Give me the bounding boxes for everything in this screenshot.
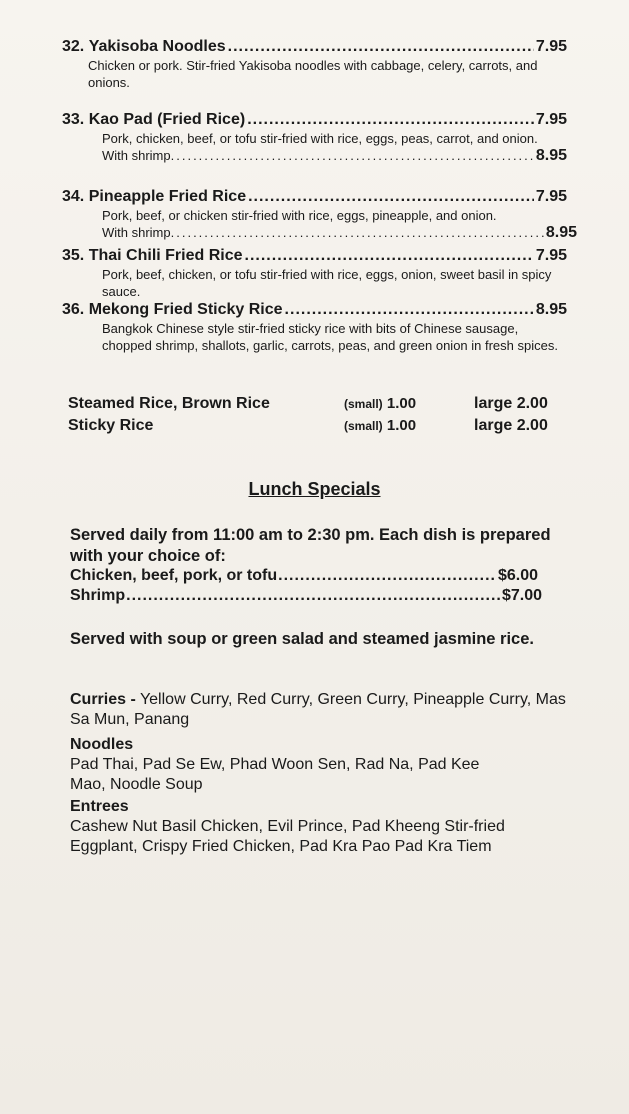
rice-large-price: 2.00 xyxy=(516,417,548,434)
leader-dots xyxy=(247,110,534,130)
item-number: 32. xyxy=(62,38,85,55)
leader-dots xyxy=(126,586,501,606)
entrees-section xyxy=(70,797,570,857)
rice-name: Sticky Rice xyxy=(68,417,154,434)
option-label: Shrimp xyxy=(70,587,126,604)
menu-item-header xyxy=(62,110,567,130)
rice-name: Steamed Rice, Brown Rice xyxy=(68,395,270,412)
rice-small-price: 1.00 xyxy=(386,417,417,434)
rice-small xyxy=(344,394,474,414)
noodles-section xyxy=(70,735,570,795)
item-number: 34. xyxy=(62,188,85,205)
option-price: $7.00 xyxy=(501,587,542,604)
noodles-list: Pad Thai, Pad Se Ew, Phad Woon Sen, Rad Na, Pad Kee Mao, Noodle Soup xyxy=(70,756,480,793)
item-description: Bangkok Chinese style stir-fried sticky rice with bits of Chinese sausage, chopped shrimp, shallots, garlic, carrots, peas, and green onion in fresh spices. xyxy=(102,321,558,353)
curries-section xyxy=(70,690,570,730)
menu-item-header xyxy=(62,300,567,320)
rice-large-label: large xyxy=(474,395,513,412)
option-price: $6.00 xyxy=(497,567,538,584)
menu-item-32 xyxy=(62,37,567,91)
item-price: 8.95 xyxy=(535,301,567,318)
extra-price: 8.95 xyxy=(545,224,577,241)
item-name: Kao Pad (Fried Rice) xyxy=(88,111,246,128)
curries-label: Curries - xyxy=(70,691,136,708)
extra-label: With shrimp. xyxy=(102,148,175,163)
rice-large xyxy=(474,416,548,436)
leader-dots xyxy=(176,147,534,164)
leader-dots xyxy=(176,224,544,241)
item-extra-line xyxy=(102,147,567,164)
leader-dots xyxy=(248,187,534,207)
lunch-option-2 xyxy=(70,586,570,606)
menu-item-33 xyxy=(62,110,567,164)
lunch-intro: Served daily from 11:00 am to 2:30 pm. Each dish is prepared with your choice of: xyxy=(70,526,551,565)
extra-price: 8.95 xyxy=(535,147,567,164)
extra-label: With shrimp. xyxy=(102,225,175,240)
noodles-label: Noodles xyxy=(70,736,134,753)
item-price: 7.95 xyxy=(535,247,567,264)
menu-item-36 xyxy=(62,300,567,354)
rice-row xyxy=(68,416,568,436)
item-price: 7.95 xyxy=(535,38,567,55)
item-description: Pork, beef, chicken, or tofu stir-fried with rice, eggs, onion, sweet basil in spicy sauce. xyxy=(102,267,552,299)
rice-large xyxy=(474,394,548,414)
item-name: Thai Chili Fried Rice xyxy=(88,247,243,264)
item-description: Pork, chicken, beef, or tofu stir-fried with rice, eggs, peas, carrot, and onion. xyxy=(102,131,538,146)
option-label: Chicken, beef, pork, or tofu xyxy=(70,567,278,584)
menu-item-34 xyxy=(62,187,577,241)
rice-large-label: large xyxy=(474,417,513,434)
item-number: 36. xyxy=(62,301,85,318)
curries-list: Yellow Curry, Red Curry, Green Curry, Pineapple Curry, Mas Sa Mun, Panang xyxy=(70,691,566,728)
menu-item-header xyxy=(62,246,567,266)
leader-dots xyxy=(228,37,534,57)
item-extra-line xyxy=(102,224,577,241)
menu-item-35 xyxy=(62,246,567,300)
lunch-option-1 xyxy=(70,566,570,586)
leader-dots xyxy=(245,246,534,266)
item-description: Chicken or pork. Stir-fried Yakisoba noodles with cabbage, celery, carrots, and onions. xyxy=(88,58,538,90)
item-name: Pineapple Fried Rice xyxy=(88,188,247,205)
item-price: 7.95 xyxy=(535,111,567,128)
lunch-specials-title: Lunch Specials xyxy=(248,479,381,499)
item-number: 33. xyxy=(62,111,85,128)
rice-small-price: 1.00 xyxy=(386,395,417,412)
item-price: 7.95 xyxy=(535,188,567,205)
rice-small xyxy=(344,416,474,436)
item-description: Pork, beef, or chicken stir-fried with rice, eggs, pineapple, and onion. xyxy=(102,208,497,223)
entrees-label: Entrees xyxy=(70,798,129,815)
rice-large-price: 2.00 xyxy=(516,395,548,412)
rice-small-label: (small) xyxy=(344,397,383,411)
item-name: Yakisoba Noodles xyxy=(88,38,226,55)
rice-small-label: (small) xyxy=(344,419,383,433)
rice-row xyxy=(68,394,568,414)
menu-item-header xyxy=(62,37,567,57)
leader-dots xyxy=(285,300,534,320)
served-with-note: Served with soup or green salad and steamed jasmine rice. xyxy=(70,630,534,648)
menu-item-header xyxy=(62,187,567,207)
leader-dots xyxy=(278,566,497,586)
item-name: Mekong Fried Sticky Rice xyxy=(88,301,283,318)
item-number: 35. xyxy=(62,247,85,264)
entrees-list: Cashew Nut Basil Chicken, Evil Prince, Pad Kheeng Stir-fried Eggplant, Crispy Fried Chicken, Pad Kra Pao Pad Kra Tiem xyxy=(70,818,505,855)
